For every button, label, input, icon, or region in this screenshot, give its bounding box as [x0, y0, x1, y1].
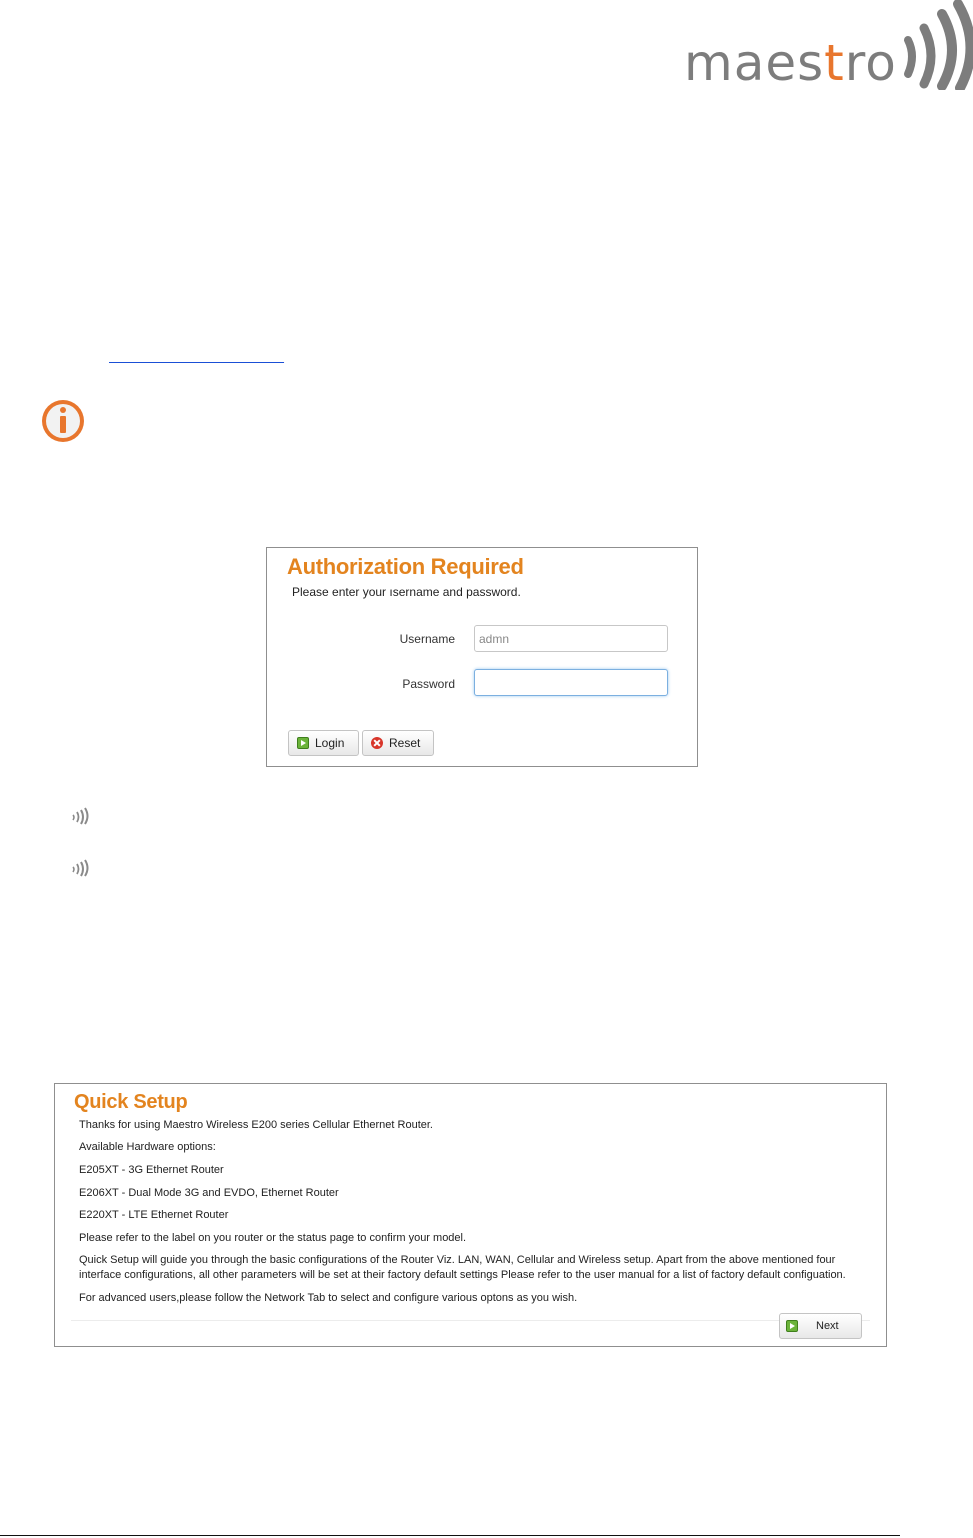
authorization-panel — [266, 547, 698, 767]
qs-guide-line-1: Quick Setup will guide you through the basic configurations of the Router Viz. LAN, WAN, Cellular and Wireless setup. Apart from the above mentioned four — [79, 1254, 836, 1266]
quick-setup-panel — [54, 1083, 887, 1347]
maestro-logo — [680, 0, 973, 95]
auth-description: Please enter your ısername and password. — [292, 585, 521, 599]
underlined-link[interactable]: ​ — [109, 348, 285, 364]
qs-divider — [71, 1320, 870, 1321]
maestro-waves-icon — [70, 859, 90, 877]
reset-button[interactable] — [362, 730, 434, 756]
qs-intro-line: Thanks for using Maestro Wireless E200 series Cellular Ethernet Router. — [79, 1119, 433, 1131]
quick-setup-title: Quick Setup — [74, 1091, 188, 1113]
username-input[interactable] — [474, 625, 668, 652]
maestro-waves-icon — [70, 807, 90, 825]
qs-hardware-heading: Available Hardware options: — [79, 1141, 216, 1153]
next-icon — [786, 1320, 798, 1332]
next-button[interactable] — [779, 1313, 862, 1339]
reset-icon — [371, 737, 383, 749]
login-label: Login — [315, 736, 345, 750]
footer-rule — [0, 1535, 900, 1536]
info-icon — [39, 397, 87, 445]
qs-refer-label: Please refer to the label on you router or the status page to confirm your model. — [79, 1232, 467, 1244]
qs-guide-line-2: interface configurations, all other parameters will be set at their factory default settings Please refer to the user manual for a list of factory default configuation. — [79, 1269, 846, 1281]
logo-waves-icon — [902, 0, 973, 90]
username-label: Username — [399, 632, 455, 646]
reset-label: Reset — [389, 736, 421, 750]
password-input[interactable] — [474, 669, 668, 696]
login-button[interactable] — [288, 730, 359, 756]
next-label: Next — [816, 1320, 839, 1332]
password-label: Password — [402, 677, 455, 691]
logo-wordmark: maestro — [684, 34, 897, 92]
auth-title: Authorization Required — [287, 554, 524, 579]
login-icon — [297, 737, 309, 749]
qs-model-e220: E220XT - LTE Ethernet Router — [79, 1209, 229, 1221]
qs-model-e205: E205XT - 3G Ethernet Router — [79, 1164, 224, 1176]
qs-advanced-line: For advanced users,please follow the Network Tab to select and configure various optons as you wish. — [79, 1292, 578, 1304]
qs-model-e206: E206XT - Dual Mode 3G and EVDO, Ethernet Router — [79, 1187, 339, 1199]
